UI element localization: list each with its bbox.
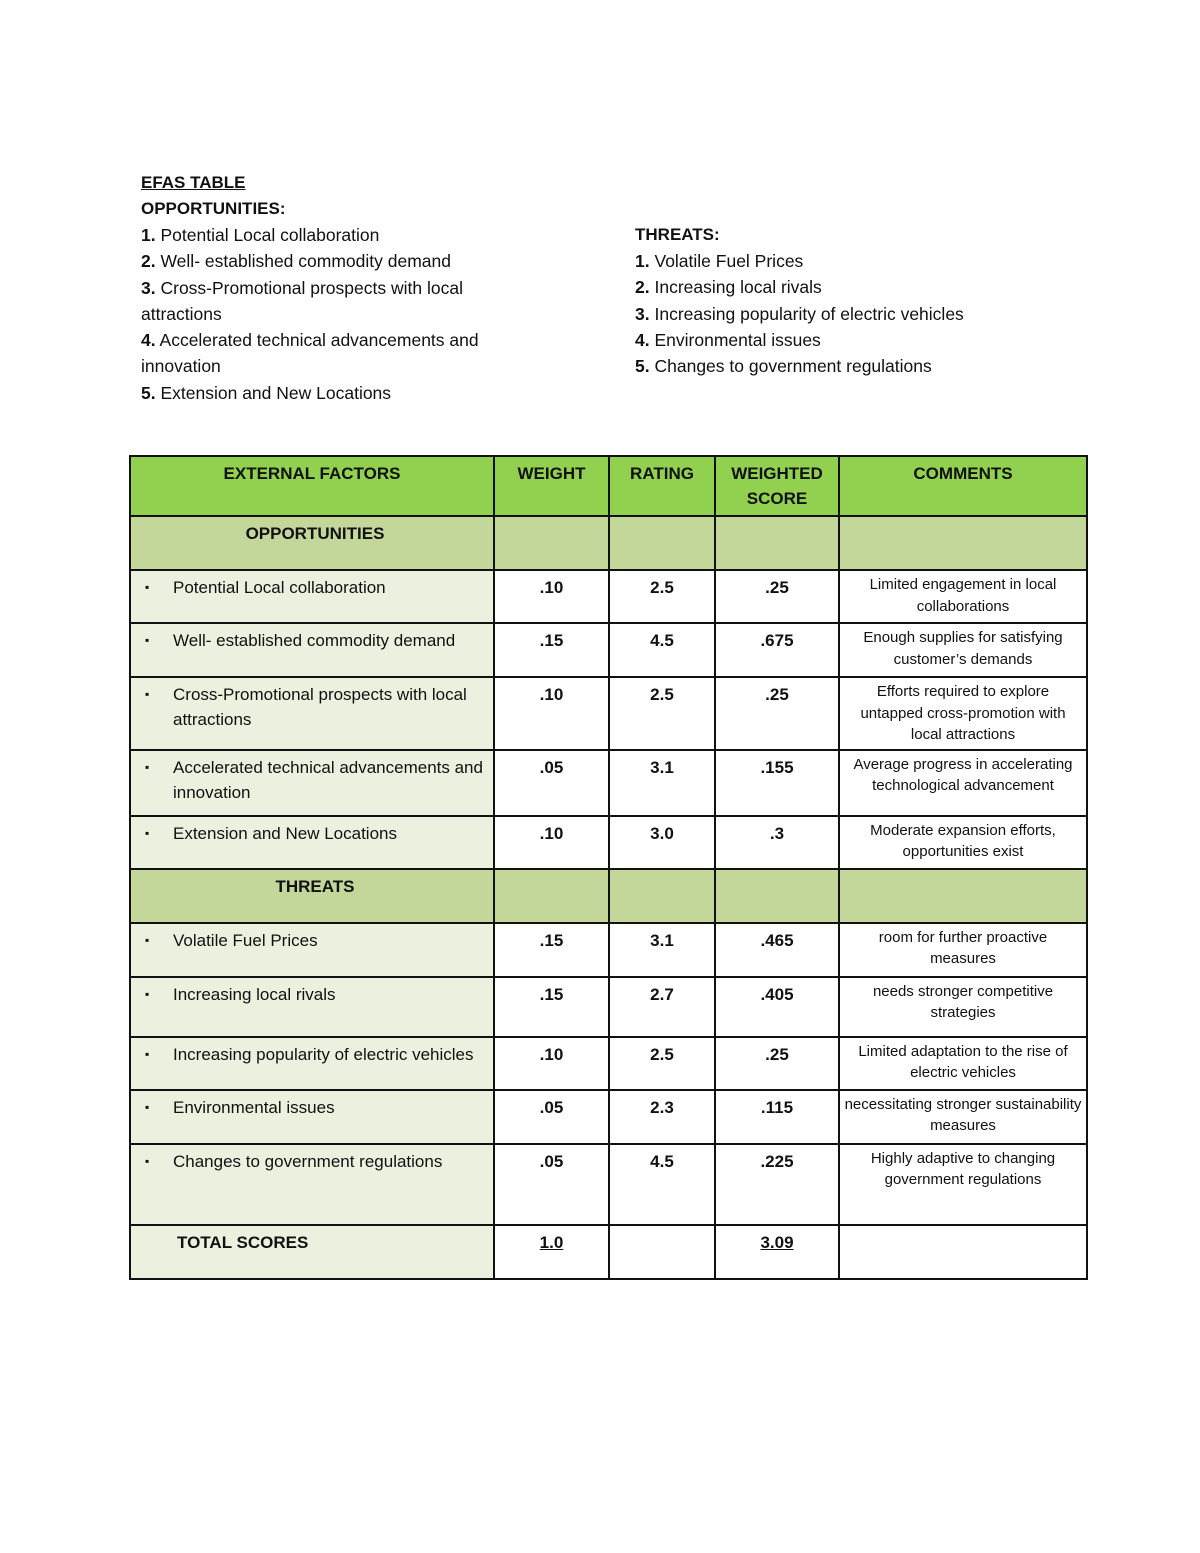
comment-cell: Average progress in accelerating technological advancement [839,750,1087,816]
rating-cell: 4.5 [609,1144,715,1225]
table-row [130,923,1087,977]
comment-cell: needs stronger competitive strategies [839,977,1087,1037]
rating-cell: 2.5 [609,677,715,750]
total-score: 3.09 [760,1232,794,1252]
list-item: 2. Well- established commodity demand [141,251,451,272]
factor-label: Cross-Promotional prospects with local attractions [173,685,467,729]
list-item: 3. Increasing popularity of electric vehicles [635,303,964,324]
bullet-icon: ▪ [145,1046,150,1061]
total-weight: 1.0 [539,1232,564,1252]
score-cell: .25 [715,677,839,750]
factor-label: Accelerated technical advancements and innovation [173,757,483,802]
factor-label: Extension and New Locations [173,823,397,843]
table-row [130,750,1087,816]
score-cell: .25 [715,570,839,623]
weight-cell: .10 [494,1037,609,1090]
column-header-external-factors: EXTERNAL FACTORS [130,456,494,516]
comment-cell: Efforts required to explore untapped cross-promotion with local attractions [839,677,1087,750]
weight-cell: .15 [494,623,609,677]
score-cell: .25 [715,1037,839,1090]
comment-cell: Limited engagement in local collaborations [839,570,1087,623]
table-row [130,1090,1087,1144]
rating-cell: 3.1 [609,923,715,977]
table-row [130,1144,1087,1225]
threats-heading: THREATS: [635,225,720,244]
opportunities-heading: OPPORTUNITIES: [141,199,286,218]
weight-cell: .05 [494,1090,609,1144]
list-item: 2. Increasing local rivals [635,277,822,298]
table-row [130,1037,1087,1090]
section-label: OPPORTUNITIES [130,516,494,570]
list-item: 1. Volatile Fuel Prices [635,251,804,271]
total-row [130,1225,1087,1279]
threats-section-row [130,869,1087,923]
rating-cell: 4.5 [609,623,715,677]
weight-cell: .10 [494,677,609,750]
list-item: 4. Environmental issues [635,329,821,350]
weight-cell: .15 [494,923,609,977]
bullet-icon: ▪ [145,759,150,774]
rating-cell: 2.5 [609,1037,715,1090]
factor-label: Increasing local rivals [173,984,336,1004]
bullet-icon: ▪ [145,825,150,840]
threats-list [635,248,1055,379]
rating-cell: 2.3 [609,1090,715,1144]
comment-cell: Enough supplies for satisfying customer’s demands [839,623,1087,677]
score-cell: .675 [715,623,839,677]
rating-cell: 2.7 [609,977,715,1037]
comment-cell: necessitating stronger sustainability measures [839,1090,1087,1144]
score-cell: .225 [715,1144,839,1225]
factor-label: Potential Local collaboration [173,578,386,597]
comment-cell: Moderate expansion efforts, opportunities exist [839,816,1087,869]
factor-label: Changes to government regulations [173,1151,443,1171]
bullet-icon: ▪ [145,1099,150,1114]
list-item: 3. Cross-Promotional prospects with local attractions [141,277,463,324]
list-item: 1. Potential Local collaboration [141,225,380,245]
column-header-rating: RATING [609,456,715,516]
comment-cell: Limited adaptation to the rise of electric vehicles [839,1037,1087,1090]
factor-label: Volatile Fuel Prices [173,930,318,950]
list-item: 5. Extension and New Locations [141,382,392,403]
score-cell: .465 [715,923,839,977]
score-cell: .155 [715,750,839,816]
comment-cell: room for further proactive measures [839,923,1087,977]
factor-label: Well- established commodity demand [173,631,456,650]
section-label: THREATS [130,869,494,923]
rating-cell: 3.1 [609,750,715,816]
table-row [130,816,1087,869]
score-cell: .115 [715,1090,839,1144]
bullet-icon: ▪ [145,580,150,594]
total-label: TOTAL SCORES [130,1225,494,1279]
bullet-icon: ▪ [145,986,150,1001]
bullet-icon: ▪ [145,1153,150,1168]
bullet-icon: ▪ [145,633,150,647]
weight-cell: .05 [494,750,609,816]
opportunities-section-row [130,516,1087,570]
score-cell: .3 [715,816,839,869]
page-title: EFAS TABLE [141,173,246,192]
factor-label: Environmental issues [173,1097,335,1117]
table-header-row [130,456,1087,516]
score-cell: .405 [715,977,839,1037]
efas-table [129,455,1088,1280]
table-row [130,623,1087,677]
opportunities-list [141,222,541,406]
column-header-weighted-score: WEIGHTED SCORE [715,456,839,516]
factor-label: Increasing popularity of electric vehicles [173,1044,474,1064]
comment-cell: Highly adaptive to changing government regulations [839,1144,1087,1225]
weight-cell: .05 [494,1144,609,1225]
column-header-weight: WEIGHT [494,456,609,516]
list-item: 5. Changes to government regulations [635,356,932,377]
weight-cell: .10 [494,570,609,623]
column-header-comments: COMMENTS [839,456,1087,516]
weight-cell: .15 [494,977,609,1037]
rating-cell: 3.0 [609,816,715,869]
bullet-icon: ▪ [145,687,150,701]
table-row [130,977,1087,1037]
bullet-icon: ▪ [145,932,150,947]
weight-cell: .10 [494,816,609,869]
list-item: 4. Accelerated technical advancements and innovation [141,330,479,377]
rating-cell: 2.5 [609,570,715,623]
table-row [130,677,1087,750]
table-row [130,570,1087,623]
